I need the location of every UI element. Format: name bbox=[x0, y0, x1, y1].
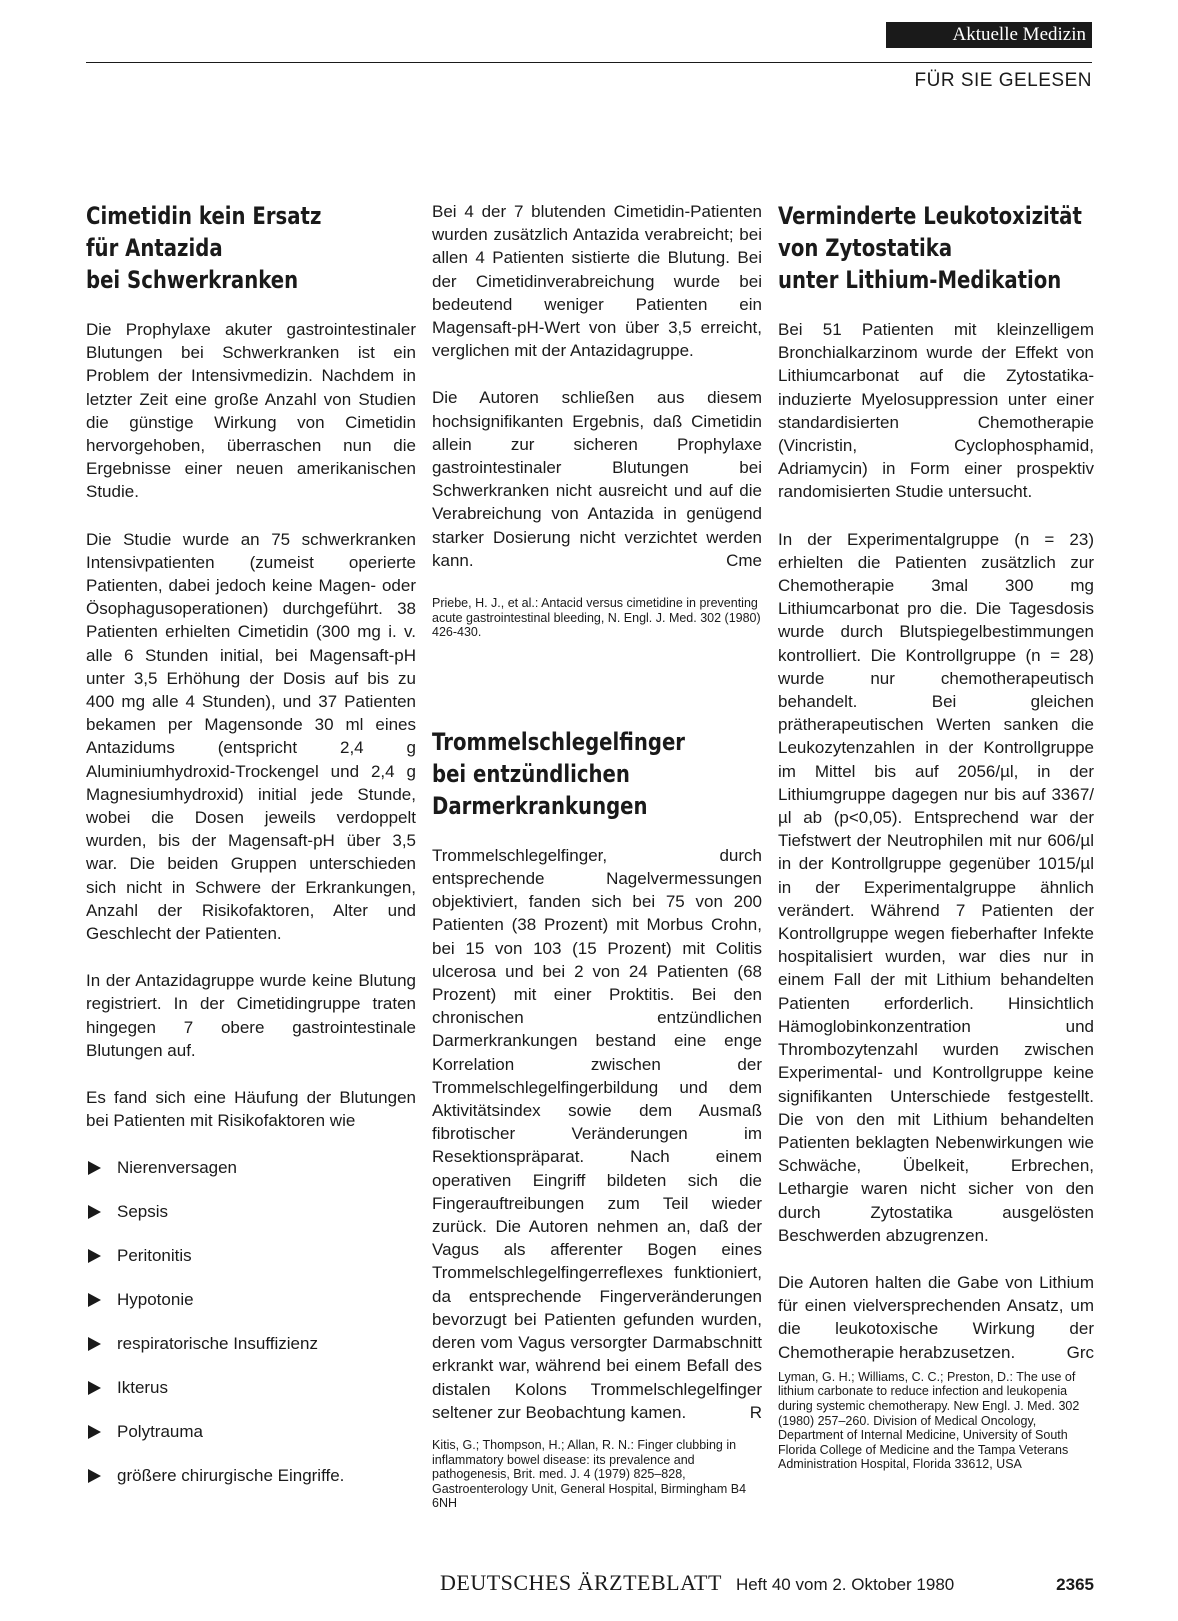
headline-line: für Antazida bbox=[86, 234, 223, 262]
author-signature: R bbox=[749, 1402, 762, 1422]
author-signature: Grc bbox=[1066, 1342, 1094, 1362]
article1-headline bbox=[86, 200, 414, 296]
triangle-bullet-icon bbox=[88, 1337, 101, 1351]
headline-line: unter Lithium-Medikation bbox=[778, 266, 1062, 294]
headline-line: Darmerkrankungen bbox=[432, 791, 648, 820]
page-footer bbox=[440, 1570, 1094, 1600]
article3-paragraph: Die Autoren halten die Gabe von Lithium für einen vielversprechenden Ansatz, um die leukotoxische Wirkung der Chemotherapie herabzusetzen. Grc bbox=[778, 1271, 1094, 1364]
headline-line: von Zytostatika bbox=[778, 234, 953, 262]
risk-factor-list bbox=[86, 1157, 416, 1509]
column-1 bbox=[86, 200, 416, 1509]
section-tag: Aktuelle Medizin bbox=[886, 22, 1092, 48]
headline-line: bei entzündlichen bbox=[432, 759, 630, 788]
page-number: 2365 bbox=[1056, 1575, 1094, 1594]
triangle-bullet-icon bbox=[88, 1205, 101, 1219]
article2-headline bbox=[432, 726, 760, 822]
headline-line: Verminderte Leukotoxizität bbox=[778, 202, 1082, 230]
list-item: Sepsis bbox=[86, 1201, 416, 1245]
article1-paragraph: Es fand sich eine Häufung der Blutungen bei Patienten mit Risikofaktoren wie bbox=[86, 1088, 416, 1131]
list-item: Ikterus bbox=[86, 1377, 416, 1421]
list-item: respiratorische Insuffizienz bbox=[86, 1333, 416, 1377]
headline-line: Cimetidin kein Ersatz bbox=[86, 202, 322, 230]
list-item: Peritonitis bbox=[86, 1245, 416, 1289]
triangle-bullet-icon bbox=[88, 1469, 101, 1483]
author-signature: Cme bbox=[726, 550, 762, 570]
article1-reference: Priebe, H. J., et al.: Antacid versus cimetidine in preventing acute gastrointestinal bleeding, N. Engl. J. Med. 302 (1980) 426-430. bbox=[432, 596, 761, 640]
column-3 bbox=[778, 200, 1094, 1492]
article1-paragraph: Die Prophylaxe akuter gastrointestinaler Blutungen bei Schwerkranken ist ein Problem der Intensivmedizin. Nachdem in letzter Zeit eine große Anzahl von Studien die günstige Wirkung von Cimetidin hervorgehoben, überraschen nun die Ergebnisse einer neuen amerikanischen Studie. bbox=[86, 320, 416, 502]
article3-reference: Lyman, G. H.; Williams, C. C.; Preston, D.: The use of lithium carbonate to reduce infection and leukopenia during systemic chemotherapy. New Engl. J. Med. 302 (1980) 257–260. Division of Medical Oncology, Department of Internal Medicine, University of South Florida College of Medicine and the Tampa Veterans Administration Hospital, Florida 33612, USA bbox=[778, 1369, 1080, 1472]
triangle-bullet-icon bbox=[88, 1249, 101, 1263]
list-item: Nierenversagen bbox=[86, 1157, 416, 1201]
article3-headline bbox=[778, 200, 1106, 296]
article3-paragraph: Bei 51 Patienten mit kleinzelligem Bronchialkarzinom wurde der Effekt von Lithiumcarbonat auf die Zytostatika-induzierte Myelosuppression unter einer standardisierten Chemotherapie (Vincristin, Cyclophosphamid, Adriamycin) in Form einer prospektiv randomisierten Studie untersucht. bbox=[778, 320, 1094, 502]
column-2 bbox=[432, 200, 762, 1531]
triangle-bullet-icon bbox=[88, 1381, 101, 1395]
triangle-bullet-icon bbox=[88, 1293, 101, 1307]
article2-reference: Kitis, G.; Thompson, H.; Allan, R. N.: Finger clubbing in inflammatory bowel disease: its prevalence and pathogenesis, Brit. med. J. 4 (1979) 825–828, Gastroenterology Unit, General Hospital, Birmingham B4 6NH bbox=[432, 1437, 747, 1511]
article1-paragraph: Die Studie wurde an 75 schwerkranken Intensivpatienten (zumeist operierte Patienten, dabei jedoch keine Magen- oder Ösophagusoperationen) durchgeführt. 38 Patienten erhielten Cimetidin (300 mg i. v. alle 6 Stunden initial, bei Magensaft-pH unter 3,5 Erhöhung der Dosis auf bis zu 400 mg alle 4 Stunden), und 37 Patienten bekamen per Magensonde 30 ml eines Antazidums (entspricht 2,4 g Aluminiumhydroxid-Trockengel und 2,4 g Magnesiumhydroxid) initial jede Stunde, wobei die Dosen jeweils verdoppelt wurden, bis der Magensaft-pH über 3,5 war. Die beiden Gruppen unterschieden sich nicht in Schwere der Erkrankungen, Anzahl der Risikofaktoren, Alter und Geschlecht der Patienten. bbox=[86, 529, 416, 944]
issue-info: Heft 40 vom 2. Oktober 1980 bbox=[735, 1575, 955, 1594]
article2-paragraph: Trommelschlegelfinger, durch entsprechende Nagelvermessungen objektiviert, fanden sich bei 75 von 200 Patienten (38 Prozent) mit Morbus Crohn, bei 15 von 103 (15 Prozent) mit Colitis ulcerosa und bei 2 von 24 Patienten (68 Prozent) mit einer Proktitis. Bei den chronischen entzündlichen Darmerkrankungen bestand eine enge Korrelation zwischen der Trommelschlegelfingerbildung und dem Aktivitätsindex sowie dem Ausmaß fibrotischer Veränderungen im Resektionspräparat. Nach einem operativen Eingriff bildeten sich die Fingerauftreibungen zum Teil wieder zurück. Die Autoren nehmen an, daß der Vagus als afferenter Bogen eines Trommelschlegelfingerreflexes funktioniert, da entsprechende Fingerveränderungen bevorzugt bei Patienten gefunden wurden, deren vom Vagus versorgter Darmabschnitt erkrankt war, während bei einem Befall des distalen Kolons Trommelschlegelfinger seltener zur Beobachtung kamen. R bbox=[432, 844, 762, 1424]
list-item: größere chirurgische Eingriffe. bbox=[86, 1465, 416, 1509]
list-item: Polytrauma bbox=[86, 1421, 416, 1465]
triangle-bullet-icon bbox=[88, 1425, 101, 1439]
article3-paragraph: In der Experimentalgruppe (n = 23) erhielten die Patienten zusätzlich zur Chemotherapie 3mal 300 mg Lithiumcarbonat pro die. Die Tagesdosis wurde durch Blutspiegelbestimmungen kontrolliert. Die Kontrollgruppe (n = 28) wurde nur chemotherapeutisch behandelt. Bei gleichen prätherapeutischen Werten sanken die Leukozytenzahlen in der Kontrollgruppe im Mittel bis auf 2056/µl, in der Lithiumgruppe dagegen nur bis auf 3367/µl ab (p<0,05). Entsprechend war der Tiefstwert der Neutrophilen mit nur 606/µl in der Kontrollgruppe gegenüber 1015/µl in der Experimentalgruppe ähnlich verändert. Während 7 Patienten der Kontrollgruppe wegen fieberhafter Infekte hospitalisiert wurden, war dies nur in einem Fall der mit Lithium behandelten Patienten erforderlich. Hinsichtlich Hämoglobinkonzentration und Thrombozytenzahl wurden zwischen Experimental- und Kontrollgruppe keine signifikanten Unterschiede festgestellt. Die von den mit Lithium behandelten Patienten beklagten Nebenwirkungen wie Schwäche, Übelkeit, Erbrechen, Lethargie waren nicht sicher von den durch Zytostatika ausgelösten Beschwerden abzugrenzen. bbox=[778, 529, 1094, 1245]
rubric: FÜR SIE GELESEN bbox=[914, 70, 1092, 91]
article1-paragraph: Die Autoren schließen aus diesem hochsignifikanten Ergebnis, daß Cimetidin allein zur sicheren Prophylaxe gastrointestinaler Blutungen bei Schwerkranken nicht ausreicht und auf die Verabreichung von Antazida in genügend starker Dosierung nicht verzichtet werden kann. Cme bbox=[432, 386, 762, 572]
triangle-bullet-icon bbox=[88, 1161, 101, 1175]
article1-paragraph: Bei 4 der 7 blutenden Cimetidin-Patienten wurden zusätzlich Antazida verabreicht; bei allen 4 Patienten sistierte die Blutung. Bei der Cimetidinverabreichung wurde bei bedeutend weniger Patienten ein Magensaft-pH-Wert von über 3,5 erreicht, verglichen mit der Antazidagruppe. bbox=[432, 202, 762, 361]
header-rule bbox=[86, 62, 1092, 63]
list-item: Hypotonie bbox=[86, 1289, 416, 1333]
article1-paragraph: In der Antazidagruppe wurde keine Blutung registriert. In der Cimetidingruppe traten hingegen 7 obere gastrointestinale Blutungen auf. bbox=[86, 971, 416, 1060]
headline-line: bei Schwerkranken bbox=[86, 266, 299, 294]
journal-name: DEUTSCHES ÄRZTEBLATT bbox=[440, 1570, 722, 1595]
headline-line: Trommelschlegelfinger bbox=[432, 727, 685, 756]
